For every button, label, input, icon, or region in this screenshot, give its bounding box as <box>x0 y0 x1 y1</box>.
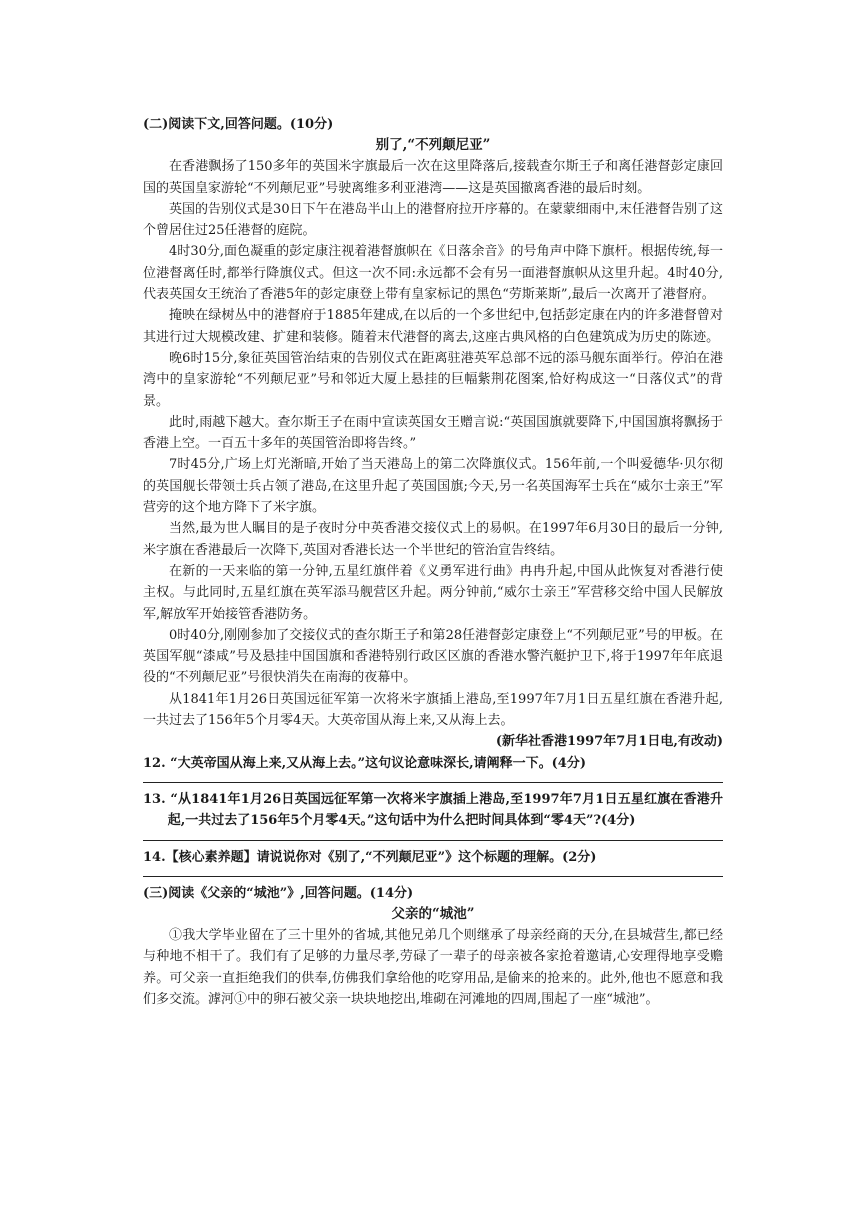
paragraph: 当然,最为世人瞩目的是子夜时分中英香港交接仪式上的易帜。在1997年6月30日的最后一分钟,米字旗在香港最后一次降下,英国对香港长达一个半世纪的管治宣告终结。 <box>143 521 723 558</box>
paragraph: 7时45分,广场上灯光渐暗,开始了当天港岛上的第二次降旗仪式。156年前,一个叫爱德华·贝尔彻的英国舰长带领士兵占领了港岛,在这里升起了英国国旗;今天,另一名英国海军士兵在“威尔士亲王”军营旁的这个地方降下了米字旗。 <box>143 457 723 516</box>
paragraph: 晚6时15分,象征英国管治结束的告别仪式在距离驻港英军总部不远的添马舰东面举行。停泊在港湾中的皇家游轮“不列颠尼亚”号和邻近大厦上悬挂的巨幅紫荆花图案,恰好构成这一“日落仪式”的背景。 <box>143 350 723 409</box>
question-12: 12. “大英帝国从海上来,又从海上去。”这句议论意味深长,请阐释一下。(4分) <box>143 755 586 771</box>
answer-line[interactable] <box>143 876 723 877</box>
reading-section <box>143 114 723 1010</box>
paragraph: 4时30分,面色凝重的彭定康注视着港督旗帜在《日落余音》的号角声中降下旗杆。根据传统,每一位港督离任时,都举行降旗仪式。但这一次不同:永远都不会有另一面港督旗帜从这里升起。4时40分,代表英国女王统治了香港5年的彭定康登上带有皇家标记的黑色“劳斯莱斯”,最后一次离开了港督府。 <box>143 244 723 303</box>
paragraph: 英国的告别仪式是30日下午在港岛半山上的港督府拉开序幕的。在蒙蒙细雨中,末任港督告别了这个曾居住过25任港督的庭院。 <box>143 201 723 239</box>
paragraph: 此时,雨越下越大。查尔斯王子在雨中宣读英国女王赠言说:“英国国旗就要降下,中国国旗将飘扬于香港上空。一百五十多年的英国管治即将告终。” <box>143 414 723 452</box>
paragraph: 在新的一天来临的第一分钟,五星红旗伴着《义勇军进行曲》冉冉升起,中国从此恢复对香港行使主权。与此同时,五星红旗在英军添马舰营区升起。两分钟前,“威尔士亲王”军营移交给中国人民解放军,解放军开始接管香港防务。 <box>143 563 723 622</box>
paragraph: 从1841年1月26日英国远征军第一次将米字旗插上港岛,至1997年7月1日五星红旗在香港升起,一共过去了156年5个月零4天。大英帝国从海上来,又从海上去。 <box>143 691 723 729</box>
paragraph: 0时40分,刚刚参加了交接仪式的查尔斯王子和第28任港督彭定康登上“不列颠尼亚”号的甲板。在英国军舰“漆咸”号及悬挂中国国旗和香港特别行政区区旗的香港水警汽艇护卫下,将于1997年年底退役的“不列颠尼亚”号很快消失在南海的夜幕中。 <box>143 627 723 686</box>
question-14: 14.【核心素养题】请说说你对《别了,“不列颠尼亚”》这个标题的理解。(2分) <box>143 849 597 865</box>
article-title-2: 父亲的“城池” <box>391 906 475 923</box>
section-2-heading: (二)阅读下文,回答问题。(10分) <box>143 117 334 132</box>
paragraph: ①我大学毕业留在了三十里外的省城,其他兄弟几个则继承了母亲经商的天分,在县城营生,都已经与种地不相干了。我们有了足够的力量尽孝,劳碌了一辈子的母亲被各家抢着邀请,心安理得地享受赡养。可父亲一直拒绝我们的供奉,仿佛我们拿给他的吃穿用品,是偷来的抢来的。此外,他也不愿意和我们多交流。滹河①中的卵石被父亲一块块地挖出,堆砌在河滩地的四周,围起了一座“城池”。 <box>143 928 723 1007</box>
answer-line[interactable] <box>143 840 723 841</box>
answer-line[interactable] <box>143 782 723 783</box>
question-13: 13. “从1841年1月26日英国远征军第一次将米字旗插上港岛,至1997年7月1日五星红旗在香港升起,一共过去了156年5个月零4天。”这句话中为什么把时间具体到“零4天”?(4分) <box>143 791 723 829</box>
article-title: 别了,“不列颠尼亚” <box>375 137 491 154</box>
paragraph: 在香港飘扬了150多年的英国米字旗最后一次在这里降落后,接载查尔斯王子和离任港督彭定康回国的英国皇家游轮“不列颠尼亚”号驶离维多利亚港湾——这是英国撤离香港的最后时刻。 <box>143 159 723 196</box>
section-3-heading: (三)阅读《父亲的“城池”》,回答问题。(14分) <box>143 885 414 901</box>
article-source: (新华社香港1997年7月1日电,有改动) <box>495 734 723 750</box>
paragraph: 掩映在绿树丛中的港督府于1885年建成,在以后的一个多世纪中,包括彭定康在内的许多港督曾对其进行过大规模改建、扩建和装修。随着末代港督的离去,这座古典风格的白色建筑成为历史的陈迹。 <box>143 308 723 345</box>
